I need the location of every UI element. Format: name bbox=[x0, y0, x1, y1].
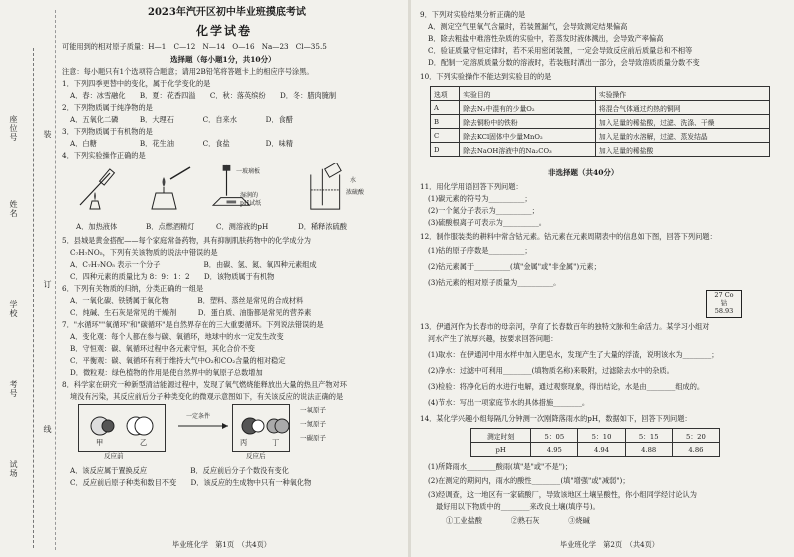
q8-legend-n: 一氮原子 bbox=[300, 420, 326, 428]
table-cell: 除去KCl固体中少量MnO₂ bbox=[460, 129, 596, 143]
q4c-label: C．测溶液的pH bbox=[216, 222, 269, 231]
cobalt-element-card bbox=[706, 290, 742, 318]
margin-xuexiao: 学校 bbox=[9, 300, 18, 318]
q3: 3．下列物质属于有机物的是 bbox=[62, 127, 153, 136]
section-choice: 选择题（每小题1分，共10分） bbox=[170, 55, 276, 64]
q6: 6．下列有关物质的归纳，分类正确的一组是 bbox=[62, 284, 204, 293]
q6-options1: A．一氧化碳、铁锈属于氧化物 B．塑料、蒸丝是常见的合成材料 bbox=[70, 296, 304, 305]
cut-line bbox=[33, 48, 34, 548]
q12: 12．制作服装类的耕料中常含钴元素。钴元素在元素周期表中的信息如下图，回答下列问题： bbox=[420, 232, 717, 241]
notice: 注意：每小题只有1个选项符合题意；请用2B铅笔将答题卡上的相应序号涂黑。 bbox=[62, 67, 314, 76]
q5: 5．县城是黄金搭配——每个家庭常备药物，具有抑制肌肤药物中的化学成分为 bbox=[62, 236, 311, 245]
q4: 4．下列实验操作正确的是 bbox=[62, 151, 146, 160]
table-cell: 5：10 bbox=[578, 429, 625, 443]
section-nonchoice: 非选择题（共40分） bbox=[548, 168, 619, 177]
table-cell: 4.86 bbox=[672, 443, 719, 457]
q4a-heating-figure bbox=[70, 165, 132, 215]
table-header: 实验操作 bbox=[595, 87, 769, 101]
right-footer: 毕业班化学 第2页 （共4页） bbox=[560, 540, 659, 549]
q9-option-b: B．除去粗盐中难溶性杂质的实验中，若蒸发时液体溅出，会导致产率偏高 bbox=[428, 34, 664, 43]
binding-seam bbox=[55, 10, 56, 550]
q7-option-b: B．守恒观：碳、氧循环过程中各元素守恒，其化合价不变 bbox=[70, 344, 255, 353]
q6-options2: C．纯碱、生石灰是常见的干燥剂 D．蛋白质、油脂都是常见的营养素 bbox=[70, 308, 312, 317]
q9-option-c: C．验证质量守恒定律时，若不采用密闭装置，一定会导致反应前后质量总和不相等 bbox=[428, 46, 693, 55]
q14: 14．某化学兴趣小组每隔几分钟测一次刚降落雨水的pH，数据如下，回答下列问题： bbox=[420, 414, 692, 423]
q4d-label-acid: 浓硫酸 bbox=[346, 189, 365, 196]
margin-zuowei: 座位号 bbox=[9, 115, 18, 142]
q9-option-d: D．配制一定溶质质量分数的溶液时，若装瓶时洒出一部分，会导致溶质质量分数不变 bbox=[428, 58, 700, 67]
q8-condition: 一定条件 bbox=[186, 413, 211, 420]
q11: 11．用化学用语回答下列问题： bbox=[420, 182, 523, 191]
table-row bbox=[431, 115, 770, 129]
table-header: 选项 bbox=[431, 87, 460, 101]
q4c-label2: 湿润的 bbox=[240, 192, 259, 199]
table-cell: 除去NaOH溶液中的Na₂CO₃ bbox=[460, 143, 596, 157]
q4a-label: A．加热液体 bbox=[76, 222, 118, 231]
table-header: 实验目的 bbox=[460, 87, 596, 101]
q13-line2: 河水产生了浓厚兴趣，按要求回答问题： bbox=[428, 334, 558, 343]
q3-options: A．白糖 B．花生油 C．食盐 D．味精 bbox=[70, 139, 293, 148]
q7-option-c: C．平衡观：碳、氧循环有利于维持大气中O₂和CO₂含量的相对稳定 bbox=[70, 356, 286, 365]
exam-title: 2023年汽开区初中毕业班摸底考试 bbox=[148, 7, 306, 18]
q8-before-label: 反应前 bbox=[104, 452, 124, 460]
q8-yi: 乙 bbox=[140, 438, 148, 447]
q14-b: (2)在测定的期间内，雨水的酸性________(填"增强"或"减弱")； bbox=[428, 476, 630, 485]
q11-c: (3)硫酸根离子可表示为__________。 bbox=[428, 218, 546, 227]
table-cell: 加入足量的稀盐酸，过滤、洗涤、干燥 bbox=[595, 115, 769, 129]
q4b-label: B．点燃酒精灯 bbox=[146, 222, 195, 231]
q7: 7．"水循环""氧循环"和"碳循环"是自然界存在的三大重要循环。下列说法错误的是 bbox=[62, 320, 324, 329]
table-cell: 4.88 bbox=[625, 443, 672, 457]
q5-options2: C．四种元素的质量比为 8：9：1：2 D．该物质属于有机物 bbox=[70, 272, 275, 281]
table-cell: 4.94 bbox=[578, 443, 625, 457]
exam-subject: 化学试卷 bbox=[196, 24, 253, 38]
q13-d: (4)节水：写出一项家庭节水的具体措施________。 bbox=[428, 398, 590, 407]
table-cell: 除去铜粉中的铁粉 bbox=[460, 115, 596, 129]
q2-options: A．五氧化二磷 B．大理石 C．自来水 D．食醋 bbox=[70, 115, 293, 124]
q13-a: (1)取水：在伊通河中用水样中加入肥皂水，发现产生了大量的浮渣，说明该水为________； bbox=[428, 350, 719, 359]
q8-line2: 境没有污染，其反应前后分子种类变化的微观示意图如下，有关该反应的说法正确的是 bbox=[70, 392, 344, 401]
q12-c: (3)钴元素的相对原子质量为__________。 bbox=[428, 278, 561, 287]
q14-options: ①工业盐酸 ②熟石灰 ③烧碱 bbox=[446, 516, 590, 525]
q8-after-label: 反应后 bbox=[246, 452, 266, 460]
table-row bbox=[431, 143, 770, 157]
q13: 13．伊通河作为长春市的母亲河，孕育了长春数百年的独特文脉和生命活力。某学习小组对 bbox=[420, 322, 710, 331]
table-cell: C bbox=[431, 129, 460, 143]
table-cell: D bbox=[431, 143, 460, 157]
q8-options1: A．该反应属于置换反应 B．反应前后分子个数没有变化 bbox=[70, 466, 289, 475]
table-cell: 4.95 bbox=[531, 443, 578, 457]
table-row bbox=[431, 87, 770, 101]
q4d-label: D．稀释浓硫酸 bbox=[298, 222, 347, 231]
q1: 1．下列四季更替中的变化，属于化学变化的是 bbox=[62, 79, 211, 88]
margin-xian: 线 bbox=[43, 425, 52, 434]
q14-c: (3)经调查，这一地区有一家硫酸厂，导致该地区土壤呈酸性，你小组同学经讨论认为 bbox=[428, 490, 697, 499]
q14-a: (1)所降雨水________酸雨(填"是"或"不是")； bbox=[428, 462, 573, 471]
table-cell: 除去N₂中混有的少量O₂ bbox=[460, 101, 596, 115]
atomic-masses: 可能用到的相对原子质量：H—1 C—12 N—14 O—16 Na—23 Cl—35.5 bbox=[62, 42, 327, 51]
cobalt-mass: 58.93 bbox=[714, 307, 734, 315]
table-cell: 5：15 bbox=[625, 429, 672, 443]
q12-a: (1)钴的原子序数是__________； bbox=[428, 246, 532, 255]
table-cell: 5：20 bbox=[672, 429, 719, 443]
q1-options: A．春：冰雪融化 B．夏：花香四溢 C．秋：落英缤纷 D．冬：腊肉腌制 bbox=[70, 91, 337, 100]
q8-jia: 甲 bbox=[96, 438, 104, 447]
table-cell: 加入足量的水溶解，过滤、蒸发结晶 bbox=[595, 129, 769, 143]
q4d-label-water: 水 bbox=[350, 177, 357, 184]
margin-kaohao: 考号 bbox=[9, 380, 18, 398]
table-cell: 将混合气体通过灼热的铜网 bbox=[595, 101, 769, 115]
q4b-lamp-figure bbox=[140, 165, 202, 215]
table-row bbox=[431, 129, 770, 143]
q11-b: (2)一个氮分子表示为__________； bbox=[428, 206, 539, 215]
q11-a: (1)碳元素的符号为__________； bbox=[428, 194, 532, 203]
q8-options2: C．反应前后原子种类和数目不变 D．该反应的生成物中只有一种氧化物 bbox=[70, 478, 312, 487]
q4c-label1: 一玻璃板 bbox=[236, 168, 261, 175]
table-row bbox=[471, 429, 720, 443]
q10: 10．下列实验操作不能达到实验目的的是 bbox=[420, 72, 552, 81]
table-row bbox=[431, 101, 770, 115]
q9-option-a: A．测定空气里氧气含量时，若装置漏气，会导致测定结果偏高 bbox=[428, 22, 628, 31]
table-cell: 5：05 bbox=[531, 429, 578, 443]
q8: 8．科学家在研究一种新型清洁能源过程中，发现了氧气燃烧能释放出大量的热且产物对环 bbox=[62, 380, 347, 389]
q8-bing: 丙 bbox=[240, 438, 248, 447]
table-row bbox=[471, 443, 720, 457]
table-cell: 测定时刻 bbox=[471, 429, 531, 443]
margin-kaochang: 试场 bbox=[9, 460, 18, 478]
q5-line2: C₇H₇NO₅，下列有关该物质的说法中错误的是 bbox=[70, 248, 218, 257]
q2: 2．下列物质属于纯净物的是 bbox=[62, 103, 153, 112]
q9: 9．下列对实验结果分析正确的是 bbox=[420, 10, 526, 19]
q4c-label3: pH试纸 bbox=[240, 200, 262, 207]
q14-table bbox=[470, 428, 720, 457]
left-footer: 毕业班化学 第1页 （共4页） bbox=[172, 540, 271, 549]
margin-xingming: 姓名 bbox=[9, 200, 18, 218]
table-cell: pH bbox=[471, 443, 531, 457]
q5-options1: A．C₇H₇NO₅ 表示一个分子 B．由碳、氢、氮、氧四种元素组成 bbox=[70, 260, 317, 269]
cobalt-name: 钴 bbox=[720, 299, 728, 307]
q14-d: 最好用以下物质中的________来改良土壤(填序号)。 bbox=[436, 502, 600, 511]
q13-b: (2)净水：过滤中可利用________(填物质名称)来吸附，过滤除去水中的杂质。 bbox=[428, 366, 674, 375]
margin-ding: 订 bbox=[43, 280, 52, 289]
cobalt-number-symbol: 27 Co bbox=[714, 291, 734, 299]
q8-ding: 丁 bbox=[272, 438, 280, 447]
margin-zhuang: 装 bbox=[43, 130, 52, 139]
q7-option-a: A．变化观：每个人都在参与碳、氧循环，地球中的水一定发生改变 bbox=[70, 332, 284, 341]
q7-option-d: D．微粒观：绿色植物的作用是使自然界中的氧原子总数增加 bbox=[70, 368, 263, 377]
q12-b: (2)钴元素属于__________(填"金属"或"非金属")元素； bbox=[428, 262, 601, 271]
q8-legend-c: 一碳原子 bbox=[300, 434, 326, 442]
q10-table bbox=[430, 86, 770, 157]
page-fold bbox=[408, 0, 411, 557]
q8-legend-o: 一氧原子 bbox=[300, 406, 326, 414]
table-cell: A bbox=[431, 101, 460, 115]
q13-c: (3)检验：将净化后的水进行电解，通过观察现象，得出结论，水是由________组成的。 bbox=[428, 382, 705, 391]
table-cell: B bbox=[431, 115, 460, 129]
table-cell: 加入足量的稀盐酸 bbox=[595, 143, 769, 157]
